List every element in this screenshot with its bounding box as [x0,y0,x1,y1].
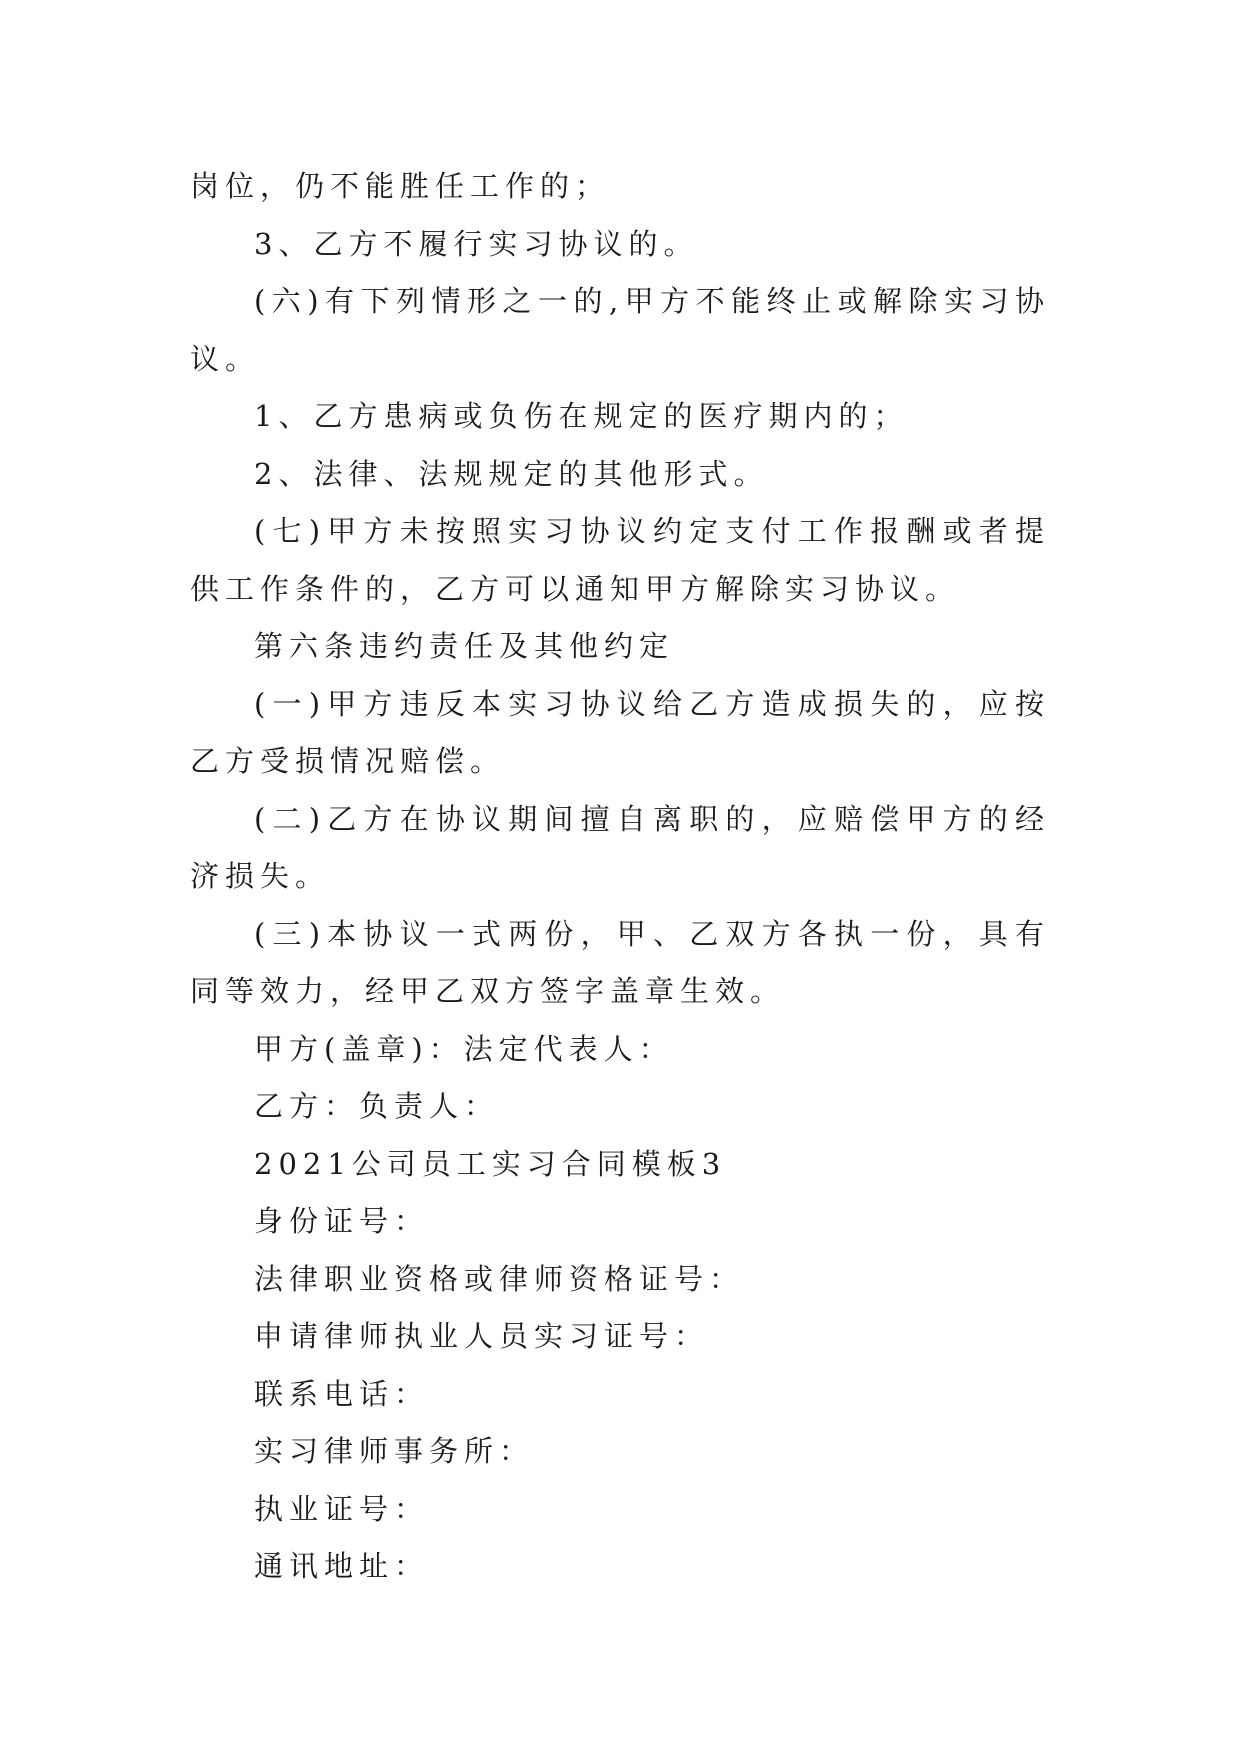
document-body [190,158,1050,1596]
signature-line-party-a: 甲方(盖章)：法定代表人： [254,1031,674,1066]
paragraph: (六)有下列情形之一的,甲方不能终止或解除实习协议。 [190,284,1050,376]
paragraph: (一)甲方违反本实习协议给乙方造成损失的，应按乙方受损情况赔偿。 [190,686,1050,778]
paragraph: (七)甲方未按照实习协议约定支付工作报酬或者提供工作条件的，乙方可以通知甲方解除实习协议。 [190,514,1050,606]
form-field-address: 通讯地址： [254,1549,430,1583]
signature-line-party-b: 乙方：负责人： [254,1089,500,1123]
paragraph: (三)本协议一式两份，甲、乙双方各执一份，具有同等效力，经甲乙双方签字盖章生效。 [190,916,1050,1008]
form-field-id-number: 身份证号： [254,1204,430,1238]
section-heading: 第六条违约责任及其他约定 [254,629,675,663]
paragraph: 3、乙方不履行实习协议的。 [254,226,699,261]
form-field-law-firm: 实习律师事务所： [254,1434,535,1468]
paragraph: 1、乙方患病或负伤在规定的医疗期内的； [254,399,909,433]
template-title: 2021公司员工实习合同模板3 [254,1146,727,1181]
form-field-license-number: 执业证号： [254,1491,430,1526]
form-field-internship-number: 申请律师执业人员实习证号： [254,1319,710,1353]
paragraph: 2、法律、法规规定的其他形式。 [254,456,769,491]
paragraph: 岗位，仍不能胜任工作的； [190,169,611,203]
form-field-qualification-number: 法律职业资格或律师资格证号： [254,1261,745,1296]
form-field-phone: 联系电话： [254,1376,430,1411]
paragraph: (二)乙方在协议期间擅自离职的，应赔偿甲方的经济损失。 [190,801,1050,893]
